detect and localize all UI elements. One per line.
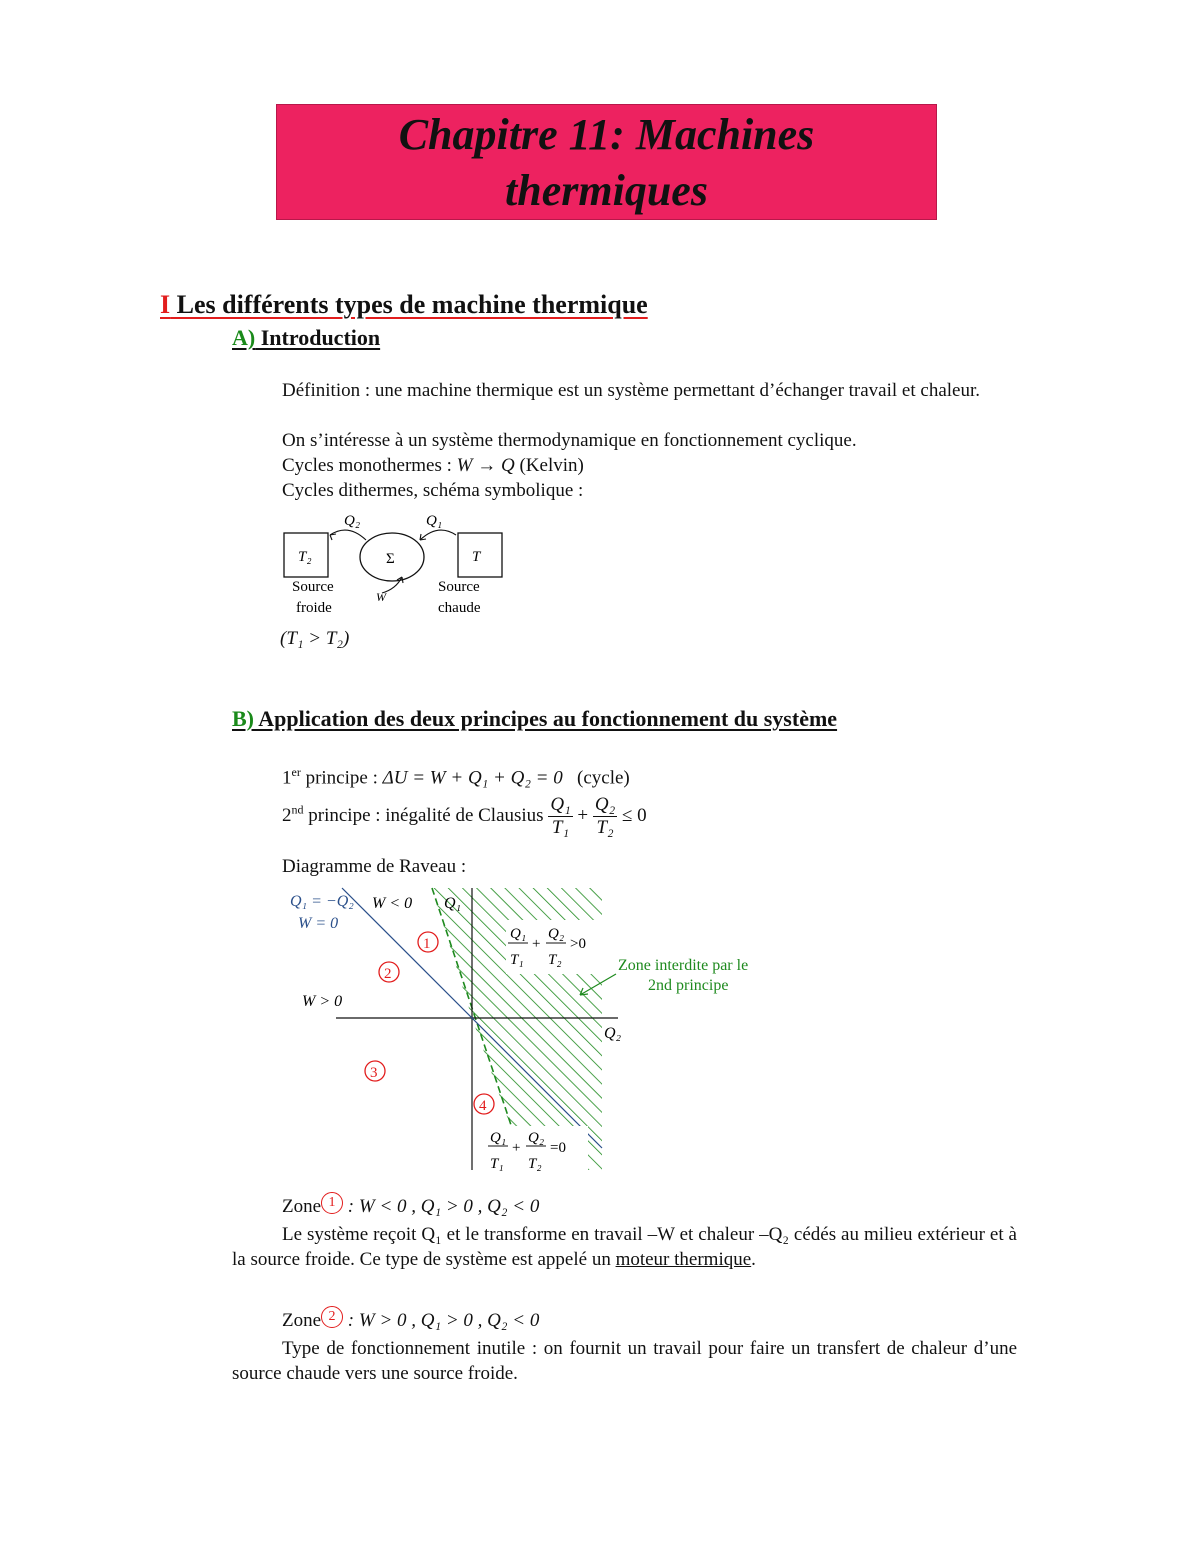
eq-n1: Q₁ xyxy=(490,1130,507,1146)
q1-arrow xyxy=(420,530,456,540)
definition-paragraph: Définition : une machine thermique est un système permettant d’échanger travail et chaleur. xyxy=(282,380,980,401)
temperature-relation: (T₁ > T₂) xyxy=(280,628,350,649)
eq-n2: Q₂ xyxy=(528,1130,545,1146)
w-positive-label: W > 0 xyxy=(302,993,343,1010)
zone-1-number: 1 xyxy=(423,936,431,952)
chapter-title-line2: thermiques xyxy=(505,166,708,215)
forbidden-n2: Q₂ xyxy=(548,926,565,942)
moteur-thermique-term: moteur thermique xyxy=(615,1249,752,1270)
q2-axis-label: Q₂ xyxy=(604,1025,622,1042)
q2-arrow xyxy=(330,530,366,540)
source-froide-1: Source xyxy=(292,579,334,595)
section-1-number: I xyxy=(160,290,171,319)
first-principle-equation: ΔU = W + Q₁ + Q₂ = 0 xyxy=(382,767,563,789)
sigma-label: Σ xyxy=(386,551,395,567)
zone-1-condition: : W < 0 , Q₁ > 0 , Q₂ < 0 xyxy=(343,1196,540,1217)
zone-1-condition-line: Zone 1 : W < 0 , Q₁ > 0 , Q₂ < 0 xyxy=(282,1192,539,1219)
second-principle-line: 2nd principe : inégalité de Clausius $\frac{\text{Q₁}}{\text{T₁}}$ + $\frac{\text{Q₂}}{\text{T₂}}$ ≤ 0 xyxy=(282,794,647,838)
t1-label: T xyxy=(472,549,481,565)
section-1-title: Les différents types de machine thermique xyxy=(170,290,648,319)
monothermes-line: Cycles monothermes : W → Q (Kelvin) xyxy=(282,455,584,476)
t2-label: T₂ xyxy=(298,549,312,565)
w-label: W xyxy=(376,590,386,604)
source-chaude-1: Source xyxy=(438,579,480,595)
w-negative-label: W < 0 xyxy=(372,895,413,912)
zone-2-number: 2 xyxy=(384,966,392,982)
zone-3-number: 3 xyxy=(370,1065,378,1081)
ditherme-schema xyxy=(270,505,520,620)
forbidden-gt: >0 xyxy=(570,936,586,952)
zone-note-1: Zone interdite par le xyxy=(618,957,749,974)
section-b-title: Application des deux principes au fonctionnement du système xyxy=(254,706,838,731)
forbidden-plus: + xyxy=(532,936,541,952)
raveau-label: Diagramme de Raveau : xyxy=(282,856,467,877)
eq-equals: =0 xyxy=(550,1140,566,1156)
source-chaude-2: chaude xyxy=(438,600,481,616)
zone-2-condition: : W > 0 , Q₁ > 0 , Q₂ < 0 xyxy=(343,1310,540,1331)
zone-1-inline-circle: 1 xyxy=(321,1192,343,1214)
zone-2-inline-circle: 2 xyxy=(321,1306,343,1328)
section-a-letter: A) xyxy=(232,325,256,350)
dithermes-line: Cycles dithermes, schéma symbolique : xyxy=(282,480,584,501)
first-principle-line: 1er principe : ΔU = W + Q₁ + Q₂ = 0 (cycle) xyxy=(282,765,630,789)
forbidden-n1: Q₁ xyxy=(510,926,527,942)
clausius-fraction-2: $\frac{\text{Q₂}}{\text{T₂}}$ xyxy=(594,794,616,838)
zone-note-2: 2nd principe xyxy=(648,977,729,994)
zone-4-number: 4 xyxy=(479,1098,487,1114)
section-a-heading xyxy=(232,325,380,351)
zone-2-paragraph: Type de fonctionnement inutile : on fournit un travail pour faire un transfert de chaleur d’une source chaude vers une source froide. xyxy=(232,1338,1017,1384)
forbidden-d2: T₂ xyxy=(548,952,562,968)
forbidden-d1: T₁ xyxy=(510,952,524,968)
q1-axis-label: Q₁ xyxy=(444,895,462,912)
section-a-title: Introduction xyxy=(255,325,381,350)
chapter-title-box xyxy=(276,104,937,220)
q2-arrowhead xyxy=(330,534,336,540)
chapter-title-line1: Chapitre 11: Machines xyxy=(398,110,815,159)
section-1-heading xyxy=(160,290,648,320)
eq-d1: T₁ xyxy=(490,1156,504,1172)
eq-plus: + xyxy=(512,1140,521,1156)
source-froide-2: froide xyxy=(296,600,332,616)
cyclique-line: On s’intéresse à un système thermodynamique en fonctionnement cyclique. xyxy=(282,430,857,451)
eq-d2: T₂ xyxy=(528,1156,542,1172)
q1-label: Q₁ xyxy=(426,513,443,529)
raveau-diagram xyxy=(270,880,780,1180)
zone-1-paragraph: Le système reçoit Q₁ et le transforme en travail –W et chaleur –Q₂ cédés au milieu extérieur et à la source froide. Ce type de système est appelé un moteur thermique. xyxy=(232,1224,1017,1270)
q2-label: Q₂ xyxy=(344,513,361,529)
line-label-w0: W = 0 xyxy=(298,915,339,932)
section-b-heading xyxy=(232,706,837,732)
section-b-letter: B) xyxy=(232,706,254,731)
clausius-fraction-1: $\frac{\text{Q₁}}{\text{T₁}}$ xyxy=(550,794,571,838)
line-label-q1-q2: Q₁ = −Q₂ xyxy=(290,893,354,910)
zone-2-condition-line: Zone 2 : W > 0 , Q₁ > 0 , Q₂ < 0 xyxy=(282,1306,539,1333)
